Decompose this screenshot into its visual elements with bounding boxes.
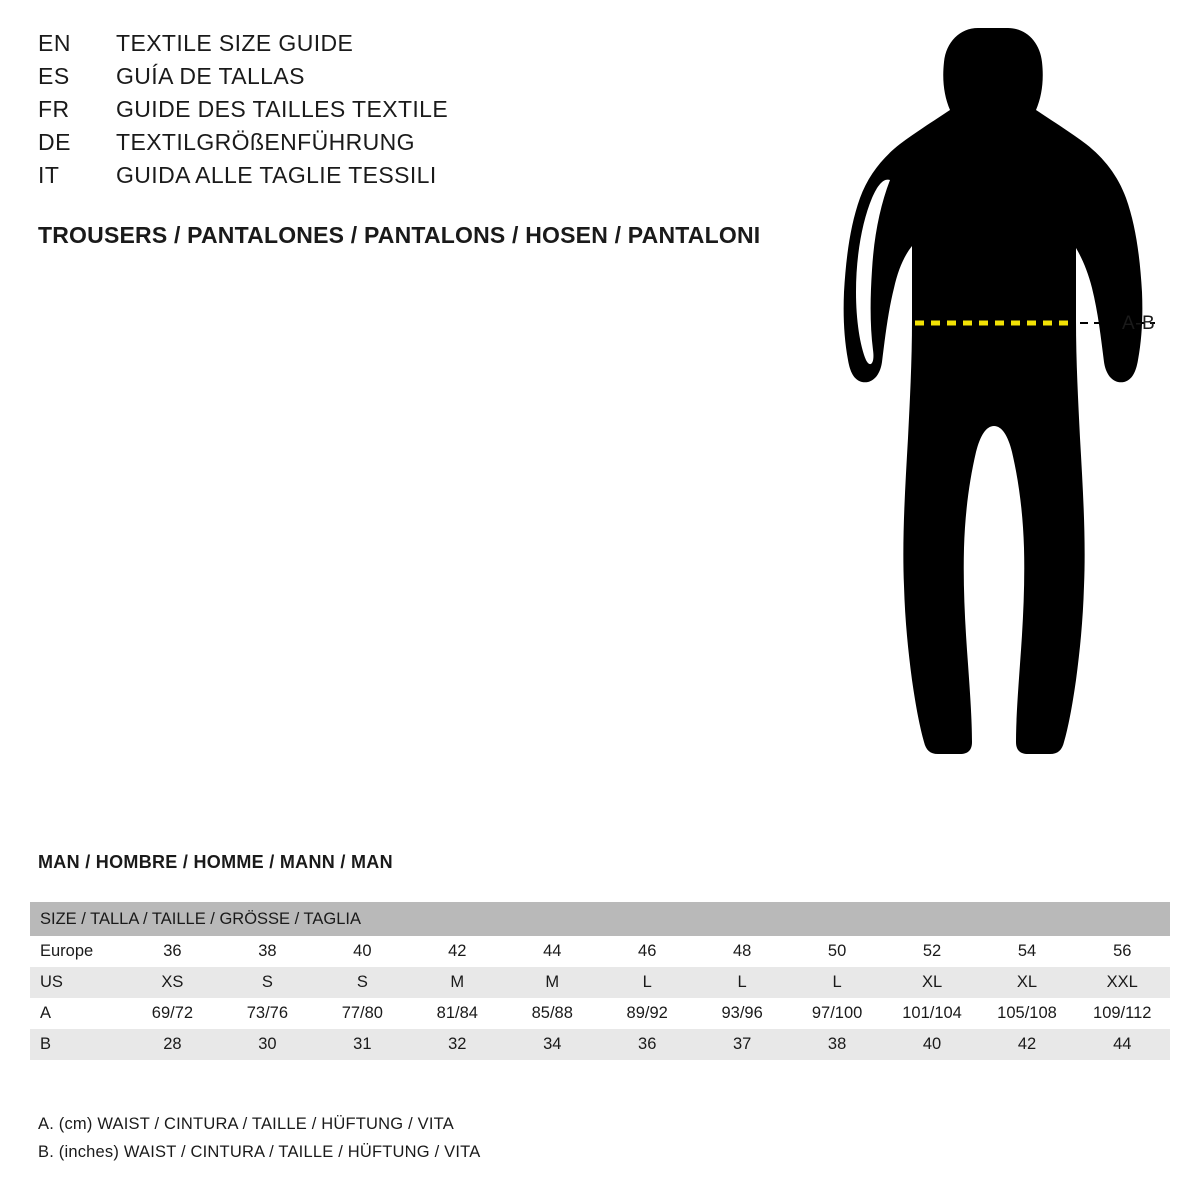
cell: 40	[885, 1029, 980, 1060]
language-code: IT	[38, 162, 60, 188]
cell: M	[505, 967, 600, 998]
language-text: TEXTILGRÖßENFÜHRUNG	[116, 129, 415, 155]
cell: 44	[1074, 1029, 1170, 1060]
cell: XXL	[1074, 967, 1170, 998]
cell: 36	[125, 936, 220, 967]
cell: 54	[980, 936, 1075, 967]
cell: 52	[885, 936, 980, 967]
row-label-b: B	[30, 1029, 125, 1060]
language-text: GUIDE DES TAILLES TEXTILE	[116, 96, 449, 122]
footnote-a: A. (cm) WAIST / CINTURA / TAILLE / HÜFTUNG / VITA	[38, 1115, 454, 1133]
language-row	[38, 162, 798, 195]
cell: 101/104	[885, 998, 980, 1029]
cell: S	[315, 967, 410, 998]
cell: 44	[505, 936, 600, 967]
cell: 40	[315, 936, 410, 967]
cell: 28	[125, 1029, 220, 1060]
cell: 42	[980, 1029, 1075, 1060]
row-label-europe: Europe	[30, 936, 125, 967]
section-title-man: MAN / HOMBRE / HOMME / MANN / MAN	[38, 852, 393, 872]
cell: 31	[315, 1029, 410, 1060]
garment-type-title: TROUSERS / PANTALONES / PANTALONS / HOSEN / PANTALONI	[38, 222, 761, 248]
cell: M	[410, 967, 505, 998]
language-row	[38, 96, 798, 129]
language-code: EN	[38, 30, 71, 56]
cell: 105/108	[980, 998, 1075, 1029]
cell: 85/88	[505, 998, 600, 1029]
cell: 34	[505, 1029, 600, 1060]
language-row	[38, 30, 798, 63]
cell: XS	[125, 967, 220, 998]
cell: L	[600, 967, 695, 998]
cell: 56	[1074, 936, 1170, 967]
cell: 109/112	[1074, 998, 1170, 1029]
cell: 38	[220, 936, 315, 967]
language-text: GUIDA ALLE TAGLIE TESSILI	[116, 162, 437, 188]
cell: L	[695, 967, 790, 998]
language-code: DE	[38, 129, 71, 155]
cell: 77/80	[315, 998, 410, 1029]
language-row	[38, 129, 798, 162]
footnotes-block	[38, 1110, 480, 1166]
cell: 93/96	[695, 998, 790, 1029]
cell: 30	[220, 1029, 315, 1060]
cell: 36	[600, 1029, 695, 1060]
measure-label-ab: A-B	[1122, 313, 1156, 334]
cell: 42	[410, 936, 505, 967]
footnote-b: B. (inches) WAIST / CINTURA / TAILLE / HÜFTUNG / VITA	[38, 1143, 481, 1161]
cell: 38	[790, 1029, 885, 1060]
row-label-us: US	[30, 967, 125, 998]
language-code: ES	[38, 63, 70, 89]
cell: 69/72	[125, 998, 220, 1029]
body-figure	[810, 20, 1190, 810]
table-header-label: SIZE / TALLA / TAILLE / GRÖSSE / TAGLIA	[30, 902, 1170, 936]
table-row	[30, 967, 1170, 998]
cell: 97/100	[790, 998, 885, 1029]
table-row	[30, 998, 1170, 1029]
cell: 50	[790, 936, 885, 967]
size-table	[30, 902, 1170, 1060]
language-title-block	[38, 30, 798, 195]
cell: S	[220, 967, 315, 998]
cell: 37	[695, 1029, 790, 1060]
cell: 81/84	[410, 998, 505, 1029]
row-label-a: A	[30, 998, 125, 1029]
table-row	[30, 936, 1170, 967]
table-row	[30, 1029, 1170, 1060]
language-text: GUÍA DE TALLAS	[116, 63, 305, 89]
language-text: TEXTILE SIZE GUIDE	[116, 30, 354, 56]
cell: 89/92	[600, 998, 695, 1029]
cell: 48	[695, 936, 790, 967]
language-code: FR	[38, 96, 70, 122]
language-row	[38, 63, 798, 96]
male-silhouette-shape	[844, 28, 1143, 754]
cell: 73/76	[220, 998, 315, 1029]
cell: XL	[885, 967, 980, 998]
cell: XL	[980, 967, 1075, 998]
table-header-row	[30, 902, 1170, 936]
cell: 32	[410, 1029, 505, 1060]
cell: 46	[600, 936, 695, 967]
cell: L	[790, 967, 885, 998]
